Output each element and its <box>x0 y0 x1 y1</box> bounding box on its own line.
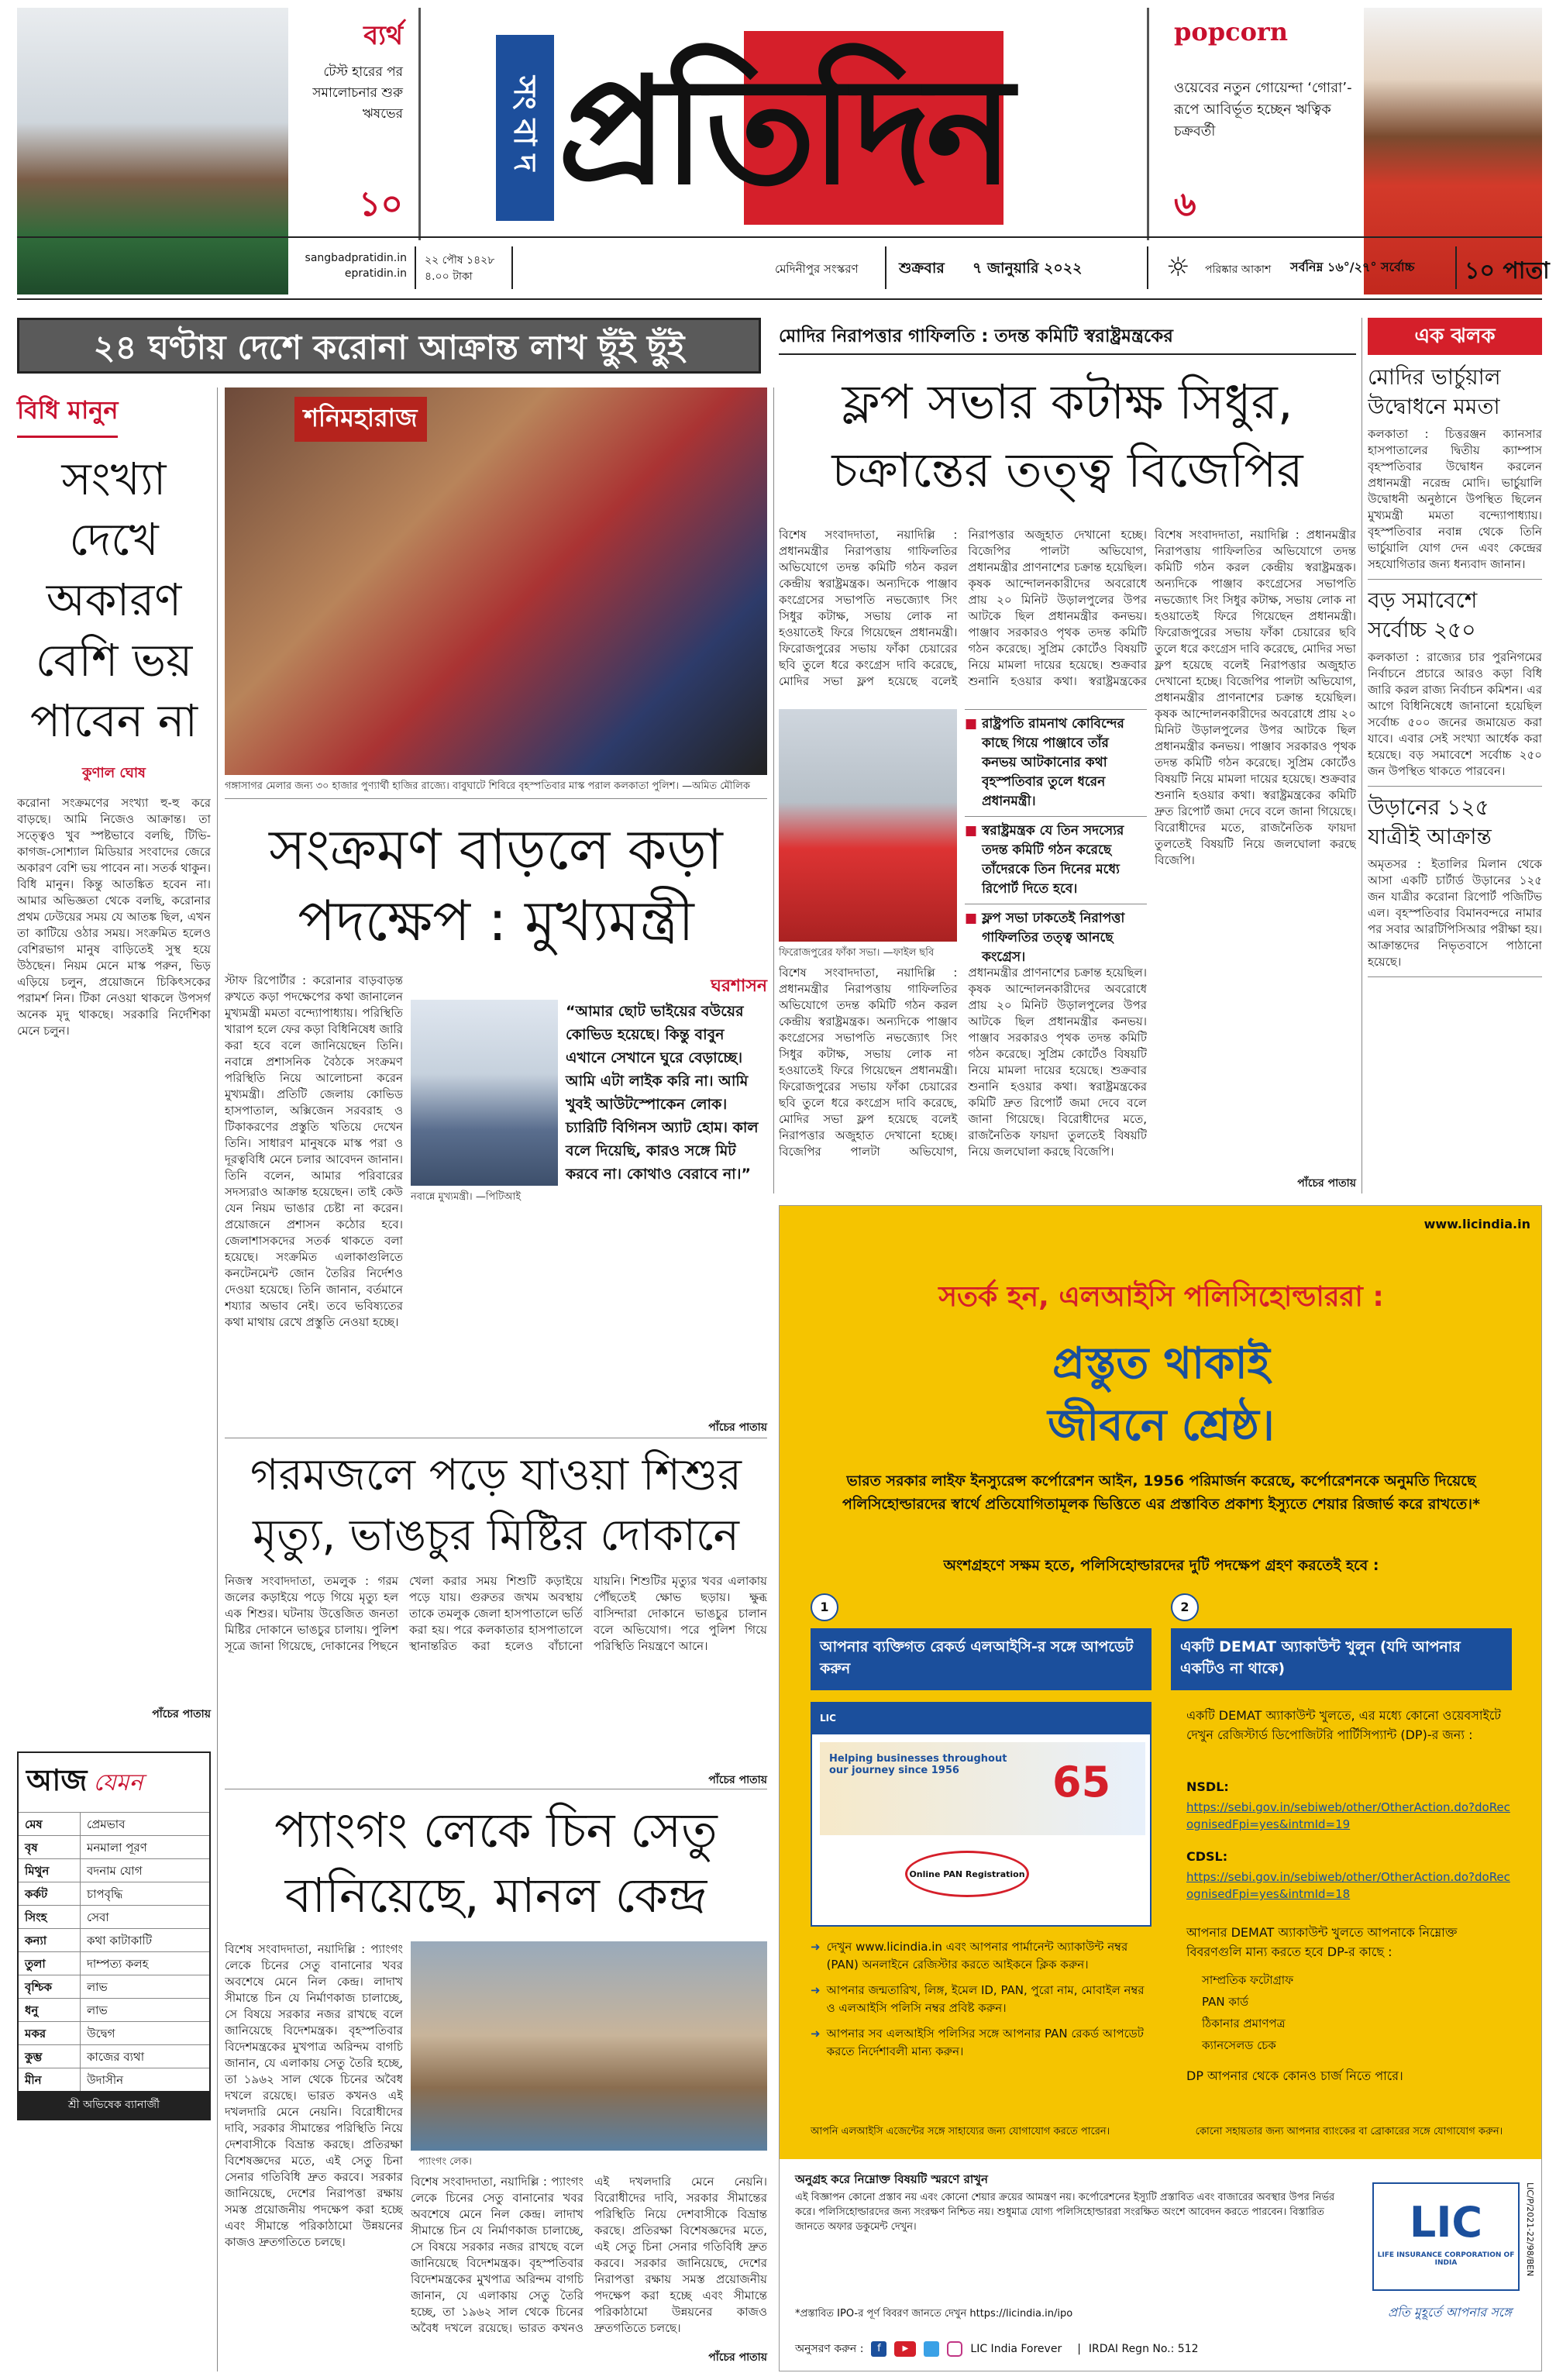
ek-jhalak-body: কলকাতা : রাজ্যের চার পুরনিগমের নির্বাচনে প্রচারে আরও কড়া বিধি জারি করল রাজ্য নির্বাচন কমিশন। এর আগে বিধিনিষেধে জানানো হয়েছিল সর্বোচ্চ ৫০০ জনের জমায়েত করা যাবে। এবার সেই সংখ্যা আর্ধেক করা হয়েছে। বড় সমাবেশে সর্বোচ্চ ২৫০ জন উপস্থিত থাকতে পারবেন। <box>1368 650 1542 778</box>
step1-item-text: আপনার সব এলআইসি পলিসির সঙ্গে আপনার PAN রেকর্ড আপডেট করতে নির্দেশাবলী মান্য করুন। <box>826 2027 1144 2058</box>
horoscope-box <box>17 1751 211 2120</box>
lead-photo[interactable] <box>779 709 957 942</box>
twitter-icon[interactable] <box>924 2341 939 2357</box>
lead-bullet-text: ফ্লপ সভা ঢাকতেই নিরাপত্তা গাফিলতির তত্ত্ব আনছে কংগ্রেস। <box>982 911 1125 965</box>
brand-small-box <box>496 35 554 221</box>
doc-item: সাম্প্রতিক ফটোগ্রাফ <box>1202 1973 1294 1987</box>
horoscope-sign: মেষ <box>19 1813 81 1835</box>
site-2[interactable]: epratidin.in <box>344 267 407 280</box>
lic-line2: প্রস্তুত থাকাই <box>1052 1338 1270 1389</box>
horoscope-title: আজ <box>26 1763 88 1797</box>
photo1-caption: গঙ্গাসাগর মেলার জন্য ৩০ হাজার পুণ্যার্থী হাজির রাজ্যে। বাবুঘাটে শিবিরে বৃহস্পতিবার মাস্ক পরাল কলকাতা পুলিশ। —অমিত মৌলিক <box>225 780 750 792</box>
step2-number: 2 <box>1171 1593 1199 1621</box>
lead-bullet <box>965 709 1147 816</box>
bullet-icon: ■ <box>965 716 978 732</box>
right-teaser-text: ওয়েবের নতুন গোয়েন্দা ‘গোরা’-রূপে আবির্ভূত হচ্ছেন ঋত্বিক চক্রবর্তী <box>1174 80 1352 139</box>
instagram-icon[interactable] <box>947 2341 962 2357</box>
horoscope-row <box>19 2044 209 2068</box>
horoscope-prediction: প্রেমভাব <box>87 1817 126 1831</box>
horoscope-row <box>19 1835 209 1858</box>
page-count: ১০ পাতা <box>1465 257 1550 284</box>
mock-banner-text: Helping businesses throughout our journey since 1956 <box>829 1753 1007 1776</box>
left-headline[interactable]: সংখ্যা দেখে অকারণ বেশি ভয় পাবেন না <box>29 453 198 747</box>
lead-bullet <box>965 904 1147 972</box>
horoscope-row <box>19 1975 209 1998</box>
cdsl-link[interactable]: https://sebi.gov.in/sebiweb/other/OtherAction.do?doRecognisedFpi=yes&intmId=18 <box>1186 1870 1510 1901</box>
horoscope-row <box>19 1928 209 1951</box>
ek-jhalak-title: এক ঝলক <box>1368 318 1542 355</box>
lic-ad[interactable] <box>779 1205 1542 2371</box>
right-teaser-page: ৬ <box>1174 184 1196 224</box>
horoscope-row <box>19 1951 209 1975</box>
lic-logo-box[interactable] <box>1372 2182 1520 2291</box>
story3-continued[interactable]: পাঁচের পাতায় <box>708 1774 767 1786</box>
mock-pan-tab-label: Online PAN Registration <box>909 1869 1025 1879</box>
step1-item <box>811 1982 1152 2017</box>
follow-bar: অনুসরণ করুন : f ▶ LIC India Forever | IRDAI Regn No.: 512 <box>795 2337 1523 2361</box>
disclaimer-title: অনুগ্রহ করে নিম্নোক্ত বিষয়টি স্মরণে রাখুন <box>795 2172 988 2186</box>
horoscope-prediction: উদাসীন <box>87 2073 124 2087</box>
site-1[interactable]: sangbadpratidin.in <box>305 252 407 264</box>
step1-number: 1 <box>811 1593 838 1621</box>
arrow-icon: ➜ <box>811 2027 821 2041</box>
photo-gangasagar[interactable] <box>225 387 767 775</box>
mock-banner-number: 65 <box>1052 1758 1111 1807</box>
horoscope-sign: সিংহ <box>19 1906 81 1928</box>
horoscope-row <box>19 2021 209 2044</box>
horoscope-sign: তুলা <box>19 1952 81 1975</box>
weather: পরিষ্কার আকাশ <box>1205 263 1272 276</box>
horoscope-sign: মীন <box>19 2068 81 2091</box>
social-handle: LIC India Forever <box>970 2343 1062 2355</box>
disclaimer-text: এই বিজ্ঞাপন কোনো প্রস্তাব নয় এবং কোনো শেয়ার ক্রয়ের আমন্ত্রণ নয়। কর্পোরেশনের ইস্যুটি প্রস্তাবিত এবং বাজারের অবস্থার উপর নির্ভর করে। পলিসিহোল্ডারদের জন্য সংরক্ষণ নিশ্চিত নয়। শুধুমাত্র যোগ্য পলিসিহোল্ডাররা সংরক্ষিত অংশে আবেদন করতে পারবেন। বিস্তারিত জানতে অফার ডকুমেন্ট দেখুন। <box>795 2192 1335 2233</box>
temperature: সর্বনিম্ন ১৬°/২৭° সর্বোচ্চ <box>1290 260 1415 274</box>
photo-sign: শনিমহারাজ <box>294 397 427 442</box>
horoscope-row <box>19 1882 209 1905</box>
lead-continued[interactable]: পাঁচের পাতায় <box>1297 1177 1356 1190</box>
left-teaser-text: টেস্ট হারের পর সমালোচনার শুরু ঋষভের <box>312 64 403 122</box>
lead-photo-caption: ফিরোজপুরের ফাঁকা সভা। —ফাইল ছবি <box>779 947 935 959</box>
lead-body-2: বিশেষ সংবাদদাতা, নয়াদিল্লি : প্রধানমন্ত্রীর নিরাপত্তায় গাফিলতির অভিযোগে তদন্ত কমিটি গঠন করল কেন্দ্রীয় স্বরাষ্ট্রমন্ত্রক। অন্যদিকে পাঞ্জাব কংগ্রেসের সভাপতি নভজ্যোৎ সিং সিধুর কটাক্ষ, সভায় লোক না হওয়াতেই ফিরে গিয়েছেন প্রধানমন্ত্রী। ফিরোজপুরের সভায় ফাঁকা চেয়ারের ছবি তুলে ধরে কংগ্রেস দাবি করেছে, মোদির সভা ফ্লপ হয়েছে বলেই নিরাপত্তার অজুহাত দেখানো হচ্ছে। বিজেপির পালটা অভিযোগ, প্রধানমন্ত্রীর প্রাণনাশের চক্রান্ত হয়েছিল। কৃষক আন্দোলনকারীদের অবরোধে প্রায় ২০ মিনিট উড়ালপুলের উপর আটকে ছিল প্রধানমন্ত্রীর কনভয়। পাঞ্জাব সরকারও পৃথক তদন্ত কমিটি গঠন করেছে। সুপ্রিম কোর্টেও বিষয়টি নিয়ে মামলা দায়ের হয়েছে। শুক্রবার শুনানি হওয়ার কথা। স্বরাষ্ট্রমন্ত্রকের কমিটি দ্রুত রিপোর্ট জমা দেবে বলে জানা গিয়েছে। বিরোধীদের মতে, রাজনৈতিক ফায়দা তুলতেই বিষয়টি নিয়ে জলঘোলা করছে বিজেপি। <box>779 966 1147 1159</box>
lic-url[interactable]: www.licindia.in <box>1423 1217 1530 1231</box>
lic-name: LIFE INSURANCE CORPORATION OF INDIA <box>1377 2251 1515 2267</box>
horoscope-prediction: চাপবৃদ্ধি <box>87 1887 123 1901</box>
ek-jhalak-body: অমৃতসর : ইতালির মিলান থেকে আসা একটি চার্টার্ড উড়ানের ১২৫ জন যাত্রীর করোনা রিপোর্ট পজিটিভ এল। বৃহস্পতিবার বিমানবন্দরে নামার পর সবার আরটিপিসিআর পরীক্ষা হয়। আক্রান্তদের নিভৃতবাসে পাঠানো হয়েছে। <box>1368 857 1542 969</box>
popcorn-logo[interactable]: popcorn <box>1174 17 1289 46</box>
step1-item-text: দেখুন www.licindia.in এবং আপনার পার্মানেন্ট অ্যাকাউন্ট নম্বর (PAN) অনলাইনে রেজিস্টার করতে আইকনে ক্লিক করুন। <box>826 1940 1128 1972</box>
left-teaser-title[interactable]: ব্যর্থ <box>363 20 403 51</box>
lic-para1: ভারত সরকার লাইফ ইনস্যুরেন্স কর্পোরেশন আইন, 1956 পরিমার্জন করেছে, কর্পোরেশনকে অনুমতি দিয়েছে পলিসিহোল্ডারদের স্বার্থে প্রতিযোগিতামূলক ভিত্তিতে এর প্রস্তাবিত প্রকাশ্য ইস্যুতে শেয়ার রিজার্ভ করে রাখতে।* <box>842 1472 1481 1513</box>
nsdl-label: NSDL: <box>1186 1779 1229 1794</box>
story2-section: ঘরশাসন <box>711 976 767 996</box>
horoscope-sign: মকর <box>19 2022 81 2044</box>
lead-headline[interactable]: ফ্লপ সভার কটাক্ষ সিধুর, চক্রান্তের তত্ত্ব বিজেপির <box>831 374 1303 498</box>
horoscope-prediction: দাম্পত্য কলহ <box>87 1957 149 1971</box>
lic-para2: অংশগ্রহণে সক্ষম হতে, পলিসিহোল্ডারদের দুটি পদক্ষেপ গ্রহণ করতেই হবে : <box>943 1557 1379 1574</box>
doc-item: ক্যানসেলড চেক <box>1202 2038 1276 2052</box>
horoscope-prediction: কথা কাটাকাটি <box>87 1934 153 1948</box>
edition: মেদিনীপুর সংস্করণ <box>775 262 859 276</box>
lead-bullets <box>965 709 1147 972</box>
horoscope-byline: শ্রী অভিষেক ব্যানার্জী <box>19 2091 209 2119</box>
horoscope-sign: কন্যা <box>19 1929 81 1951</box>
step1-note: আপনি এলআইসি এজেন্টের সঙ্গে সাহায্যের জন্য যোগাযোগ করতে পারেন। <box>811 2126 1110 2137</box>
lic-line3: জীবনে শ্রেষ্ঠ। <box>1048 1400 1275 1451</box>
horoscope-prediction: লাভ <box>87 1980 108 1994</box>
story4-caption: প্যাংগং লেক। <box>418 2156 472 2168</box>
horoscope-prediction: কাজের ব্যথা <box>87 2050 145 2064</box>
story2-headline[interactable]: সংক্রমণ বাড়লে কড়া পদক্ষেপ : মুখ্যমন্ত্রী <box>269 817 723 953</box>
story4-headline[interactable]: প্যাংগং লেকে চিন সেতু বানিয়েছে, মানল কেন্দ্র <box>274 1802 718 1924</box>
lead-kicker[interactable]: মোদির নিরাপত্তার গাফিলতি : তদন্ত কমিটি স্বরাষ্ট্রমন্ত্রকের <box>779 318 1356 355</box>
ek-jhalak-head: মোদির ভার্চুয়াল উদ্বোধনে মমতা <box>1368 364 1501 419</box>
step1-list <box>811 1938 1152 2068</box>
horoscope-sign: কুম্ভ <box>19 2045 81 2068</box>
side-code: LIC/P/2021-22/98/BEN <box>1525 2182 1535 2277</box>
horoscope-prediction: বদনাম যোগ <box>87 1864 143 1878</box>
ek-jhalak-item[interactable] <box>1368 586 1542 787</box>
ek-jhalak-item[interactable] <box>1368 363 1542 580</box>
lead-bullet <box>965 816 1147 904</box>
ek-jhalak-list <box>1368 363 1542 1192</box>
banner-headline[interactable]: ২৪ ঘণ্টায় দেশে করোনা আক্রান্ত লাখ ছুঁই ছুঁই <box>17 318 761 374</box>
story2-quote: “আমার ছোট ভাইয়ের বউয়ের কোভিড হয়েছে। কিন্তু বাবুন এখানে সেখানে ঘুরে বেড়াচ্ছে। আমি এটা লাইক করি না। আমি খুবই আউটস্পোকেন লোক। চ্যারিটি বিগিনস অ্যাট হোম। কাল বলে দিয়েছি, কারও সঙ্গে মিট করবে না। কোথাও বেরাবে না।” <box>566 1003 759 1183</box>
story2-photo[interactable] <box>411 1000 558 1186</box>
horoscope-sign: ধনু <box>19 1999 81 2021</box>
doc-item: ঠিকানার প্রমাণপত্র <box>1202 2017 1286 2030</box>
step1-item <box>811 1938 1152 1974</box>
bullet-icon: ■ <box>965 823 978 839</box>
arrow-icon: ➜ <box>811 1940 821 1954</box>
horoscope-row <box>19 1905 209 1928</box>
lic-tagline: প্রতি মুহূর্তে আপনার সঙ্গে <box>1388 2305 1512 2320</box>
nsdl-link[interactable]: https://sebi.gov.in/sebiweb/other/OtherAction.do?doRecognisedFpi=yes&intmId=19 <box>1186 1800 1510 1831</box>
story4-body-2: বিশেষ সংবাদদাতা, নয়াদিল্লি : প্যাংগং লেকে চিনের সেতু বানানোর খবর অবশেষে মেনে নিল কেন্দ্র। লাদাখ সীমান্তে চিন যে নির্মাণকাজ চালাচ্ছে, সে বিষয়ে সরকার নজর রাখছে বলে জানিয়েছে বিদেশমন্ত্রক। বৃহস্পতিবার বিদেশমন্ত্রকের মুখপাত্র অরিন্দম বাগচি জানান, যে এলাকায় সেতু তৈরি হচ্ছে, তা ১৯৬২ সাল থেকে চিনের অবৈধ দখলে রয়েছে। ভারত কখনও এই দখলদারি মেনে নেয়নি। বিরোধীদের দাবি, সরকার সীমান্তের পরিস্থিতি নিয়ে দেশবাসীকে বিভ্রান্ত করছে। প্রতিরক্ষা বিশেষজ্ঞদের মতে, এই সেতু চিনা সেনার গতিবিধি দ্রুত করবে। সরকার জানিয়েছে, দেশের নিরাপত্তা রক্ষায় সমস্ত প্রয়োজনীয় পদক্ষেপ করা হচ্ছে এবং সীমান্তে পরিকাঠামো উন্নয়নের কাজও দ্রুতগতিতে চলছে। <box>411 2175 767 2335</box>
disclaimer-footnote: *প্রস্তাবিত IPO-র পূর্ণ বিবরণ জানতে দেখুন https://licindia.in/ipo <box>795 2308 1073 2320</box>
horoscope-sign: বৃষ <box>19 1836 81 1858</box>
horoscope-sign: বৃশ্চিক <box>19 1975 81 1998</box>
story4-photo[interactable] <box>411 1941 767 2151</box>
step1-title: আপনার ব্যক্তিগত রেকর্ড এলআইসি-র সঙ্গে আপডেট করুন <box>811 1628 1152 1690</box>
story2-continued[interactable]: পাঁচের পাতায় <box>708 1421 767 1434</box>
day: শুক্রবার <box>899 260 945 277</box>
left-author: কুণাল ঘোষ <box>82 765 146 781</box>
docs-list <box>1202 1969 1512 2056</box>
ek-jhalak-body: কলকাতা : চিত্তরঞ্জন ক্যানসার হাসপাতালের দ্বিতীয় ক্যাম্পাস বৃহস্পতিবার উদ্বোধন করলেন প্রধানমন্ত্রী নরেন্দ্র মোদি। ভার্চুয়ালি উদ্বোধনী অনুষ্ঠানে উপস্থিত ছিলেন মুখ্যমন্ত্রী মমতা বন্দ্যোপাধ্যায়। বৃহস্পতিবার নবান্ন থেকে তিনি ভার্চুয়ালি যোগ দেন এবং কেন্দ্রের সহযোগিতার জন্য ধন্যবাদ জানান। <box>1368 427 1542 571</box>
irdai: IRDAI Regn No.: 512 <box>1088 2343 1199 2355</box>
horoscope-sign: কর্কট <box>19 1882 81 1905</box>
mock-header <box>812 1703 1150 1734</box>
horoscope-row <box>19 2068 209 2091</box>
horoscope-sign: মিথুন <box>19 1859 81 1882</box>
left-continued[interactable]: পাঁচের পাতায় <box>152 1708 211 1720</box>
horoscope-row <box>19 1812 209 1835</box>
lic-logo: LIC <box>1409 2198 1483 2247</box>
horoscope-prediction: লাভ <box>87 2003 108 2017</box>
step2-title: একটি DEMAT অ্যাকাউন্ট খুলুন (যদি আপনার একটিও না থাকে) <box>1171 1628 1512 1690</box>
step2-note: কোনো সহায়তার জন্য আপনার ব্যাংকের বা ব্রোকারের সঙ্গে যোগাযোগ করুন। <box>1195 2126 1503 2137</box>
horoscope-title2: যেমন <box>93 1769 143 1796</box>
lic-site-mock[interactable] <box>811 1702 1152 1927</box>
left-tag: বিধি মানুন <box>17 387 118 438</box>
horoscope-prediction: উদ্বেগ <box>87 2027 115 2041</box>
horoscope-list <box>19 1812 209 2091</box>
lead-bullet-text: স্বরাষ্ট্রমন্ত্রক যে তিন সদস্যের তদন্ত কমিটি গঠন করেছে তাঁদেরকে তিন দিনের মধ্যে রিপোর্ট দিতে হবে। <box>982 823 1124 897</box>
date: ৭ জানুয়ারি ২০২২ <box>972 260 1083 277</box>
mock-banner <box>820 1742 1145 1835</box>
story3-headline[interactable]: গরমজলে পড়ে যাওয়া শিশুর মৃত্যু, ভাঙচুর মিষ্টির দোকানে <box>250 1450 742 1561</box>
step1-item <box>811 2025 1152 2061</box>
price: ৪.০০ টাকা <box>425 270 473 283</box>
step2-item1: একটি DEMAT অ্যাকাউন্ট খুলতে, এর মধ্যে কোনো ওয়েবসাইটে দেখুন রেজিস্টার্ড ডিপোজিটরি পার্টিসিপ্যান্ট (DP)-র জন্য : <box>1186 1708 1501 1742</box>
ek-jhalak-head: উড়ানের ১২৫ যাত্রীই আক্রান্ত <box>1368 794 1492 849</box>
brand-logo[interactable]: প্রতিদিন <box>558 46 1010 217</box>
step2-item2: আপনার DEMAT অ্যাকাউন্ট খুলতে আপনাকে নিম্নোক্ত বিবরণগুলি মান্য করতে হবে DP-র কাছে : <box>1186 1925 1458 1959</box>
mock-pan-tab[interactable] <box>905 1851 1029 1897</box>
ek-jhalak-head: বড় সমাবেশে সর্বোচ্চ ২৫০ <box>1368 587 1478 642</box>
arrow-icon: ➜ <box>811 1983 821 1997</box>
lead-bullet-text: রাষ্ট্রপতি রামনাথ কোবিন্দের কাছে গিয়ে পাঞ্জাবে তাঁর কনভয় আটকানোর কথা বৃহস্পতিবার তুলে ধরেন প্রধানমন্ত্রী। <box>982 716 1124 809</box>
horoscope-row <box>19 1858 209 1882</box>
horoscope-prediction: মনমালা পূরণ <box>87 1841 147 1855</box>
left-teaser-page: ১০ <box>358 184 403 224</box>
left-teaser-photo[interactable] <box>17 8 288 294</box>
masthead <box>0 0 1556 306</box>
date-bengali: ২২ পৌষ ১৪২৮ <box>425 254 495 267</box>
story3-body: নিজস্ব সংবাদদাতা, তমলুক : গরম জলের কড়াইয়ে পড়ে গিয়ে মৃত্যু হল এক শিশুর। ঘটনায় উত্তেজিত জনতা মিষ্টির দোকানে ভাঙচুর চালায়। পুলিশ সূত্রে জানা গিয়েছে, দোকানের পিছনে খেলা করার সময় শিশুটি কড়াইয়ে পড়ে যায়। গুরুতর জখম অবস্থায় তাকে তমলুক জেলা হাসপাতালে ভর্তি করা হয়। পরে কলকাতার হাসপাতালে স্থানান্তরিত করা হলেও বাঁচানো যায়নি। শিশুটির মৃত্যুর খবর এলাকায় পৌঁছতেই ক্ষোভ ছড়ায়। ক্ষুব্ধ বাসিন্দারা দোকানে ভাঙচুর চালান বলে অভিযোগ। পরে পুলিশ গিয়ে পরিস্থিতি নিয়ন্ত্রণে আনে। <box>225 1574 767 1653</box>
follow-label: অনুসরণ করুন : <box>795 2343 864 2355</box>
lead-body-3: বিশেষ সংবাদদাতা, নয়াদিল্লি : প্রধানমন্ত্রীর নিরাপত্তায় গাফিলতির অভিযোগে তদন্ত কমিটি গঠন করল কেন্দ্রীয় স্বরাষ্ট্রমন্ত্রক। অন্যদিকে পাঞ্জাব কংগ্রেসের সভাপতি নভজ্যোৎ সিং সিধুর কটাক্ষ, সভায় লোক না হওয়াতেই ফিরে গিয়েছেন প্রধানমন্ত্রী। ফিরোজপুরের সভায় ফাঁকা চেয়ারের ছবি তুলে ধরে কংগ্রেস দাবি করেছে, মোদির সভা ফ্লপ হয়েছে বলেই নিরাপত্তার অজুহাত দেখানো হচ্ছে। বিজেপির পালটা অভিযোগ, প্রধানমন্ত্রীর প্রাণনাশের চক্রান্ত হয়েছিল। কৃষক আন্দোলনকারীদের অবরোধে প্রায় ২০ মিনিট উড়ালপুলের উপর আটকে ছিল প্রধানমন্ত্রীর কনভয়। পাঞ্জাব সরকারও পৃথক তদন্ত কমিটি গঠন করেছে। সুপ্রিম কোর্টেও বিষয়টি নিয়ে মামলা দায়ের হয়েছে। শুক্রবার শুনানি হওয়ার কথা। স্বরাষ্ট্রমন্ত্রকের কমিটি দ্রুত রিপোর্ট জমা দেবে বলে জানা গিয়েছে। বিরোধীদের মতে, রাজনৈতিক ফায়দা তুলতেই বিষয়টি নিয়ে জলঘোলা করছে বিজেপি। <box>1155 528 1356 867</box>
brand-small: সংবাদ <box>507 75 542 181</box>
left-column <box>17 387 211 2371</box>
facebook-icon[interactable]: f <box>871 2341 886 2357</box>
horoscope-prediction: সেবা <box>87 1910 109 1924</box>
step2-item3: DP আপনার থেকে কোনও চার্জ নিতে পারে। <box>1186 2068 1403 2083</box>
horoscope-row <box>19 1998 209 2021</box>
story4-continued[interactable]: পাঁচের পাতায় <box>708 2351 767 2364</box>
ek-jhalak-item[interactable] <box>1368 793 1542 977</box>
story2-photo-caption: নবান্নে মুখ্যমন্ত্রী। —পিটিআই <box>411 1191 522 1203</box>
left-body: করোনা সংক্রমণের সংখ্যা হু-হু করে বাড়ছে। আমি নিজেও আক্রান্ত। তা সত্ত্বেও খুব স্পষ্টভাবে বলছি, টিভি-কাগজ-সোশ্যাল মিডিয়ার সংবাদের জেরে অকারণ বেশি ভয় পাবেন না। সতর্ক থাকুন। বিধি মানুন। কিন্তু আতঙ্কিত হবেন না। আমার অভিজ্ঞতা থেকে বলছি, করোনার প্রথম ঢেউয়ের সময় যে আতঙ্ক ছিল, এখন তা কাটিয়ে ওঠার সময়। সংক্রমিত হলেও বেশিরভাগ মানুষ বাড়িতেই সুস্থ হয়ে উঠছেন। নিয়ম মেনে মাস্ক পরুন, ভিড় এড়িয়ে চলুন, প্রয়োজনে চিকিৎসকের পরামর্শ নিন। টিকা নেওয়া থাকলে উপসর্গ অনেক মৃদু থাকছে। সরকারি নির্দেশিকা মেনে চলুন। <box>17 796 211 1038</box>
doc-item: PAN কার্ড <box>1202 1995 1249 2009</box>
step1-item-text: আপনার জন্মতারিখ, লিঙ্গ, ইমেল ID, PAN, পুরো নাম, মোবাইল নম্বর ও এলআইসি পলিসি নম্বর প্রবিষ্ট করুন। <box>826 1983 1145 2015</box>
sun-icon: ☼ <box>1166 252 1190 283</box>
lic-line1: সতর্ক হন, এলআইসি পলিসিহোল্ডাররা : <box>938 1281 1384 1313</box>
cdsl-label: CDSL: <box>1186 1849 1228 1864</box>
story4-body: বিশেষ সংবাদদাতা, নয়াদিল্লি : প্যাংগং লেকে চিনের সেতু বানানোর খবর অবশেষে মেনে নিল কেন্দ্র। লাদাখ সীমান্তে চিন যে নির্মাণকাজ চালাচ্ছে, সে বিষয়ে সরকার নজর রাখছে বলে জানিয়েছে বিদেশমন্ত্রক। বৃহস্পতিবার বিদেশমন্ত্রকের মুখপাত্র অরিন্দম বাগচি জানান, যে এলাকায় সেতু তৈরি হচ্ছে, তা ১৯৬২ সাল থেকে চিনের অবৈধ দখলে রয়েছে। ভারত কখনও এই দখলদারি মেনে নেয়নি। বিরোধীদের দাবি, সরকার সীমান্তের পরিস্থিতি নিয়ে দেশবাসীকে বিভ্রান্ত করছে। প্রতিরক্ষা বিশেষজ্ঞদের মতে, এই সেতু চিনা সেনার গতিবিধি দ্রুত করবে। সরকার জানিয়েছে, দেশের নিরাপত্তা রক্ষায় সমস্ত প্রয়োজনীয় পদক্ষেপ করা হচ্ছে এবং সীমান্তে পরিকাঠামো উন্নয়নের কাজও দ্রুতগতিতে চলছে। <box>225 1942 403 2249</box>
bullet-icon: ■ <box>965 911 978 926</box>
lic-mock-logo: LIC <box>820 1713 836 1724</box>
lead-body: বিশেষ সংবাদদাতা, নয়াদিল্লি : প্রধানমন্ত্রীর নিরাপত্তায় গাফিলতির অভিযোগে তদন্ত কমিটি গঠন করল কেন্দ্রীয় স্বরাষ্ট্রমন্ত্রক। অন্যদিকে পাঞ্জাব কংগ্রেসের সভাপতি নভজ্যোৎ সিং সিধুর কটাক্ষ, সভায় লোক না হওয়াতেই ফিরে গিয়েছেন প্রধানমন্ত্রী। ফিরোজপুরের সভায় ফাঁকা চেয়ারের ছবি তুলে ধরে কংগ্রেস দাবি করেছে, মোদির সভা ফ্লপ হয়েছে বলেই নিরাপত্তার অজুহাত দেখানো হচ্ছে। বিজেপির পালটা অভিযোগ, প্রধানমন্ত্রীর প্রাণনাশের চক্রান্ত হয়েছিল। কৃষক আন্দোলনকারীদের অবরোধে প্রায় ২০ মিনিট উড়ালপুলের উপর আটকে ছিল প্রধানমন্ত্রীর কনভয়। পাঞ্জাব সরকারও পৃথক তদন্ত কমিটি গঠন করেছে। সুপ্রিম কোর্টেও বিষয়টি নিয়ে মামলা দায়ের হয়েছে। শুক্রবার শুনানি হওয়ার কথা। স্বরাষ্ট্রমন্ত্রকের <box>779 528 1147 688</box>
youtube-icon[interactable]: ▶ <box>894 2341 916 2357</box>
story2-body: স্টাফ রিপোর্টার : করোনার বাড়বাড়ন্ত রুখতে কড়া পদক্ষেপের কথা জানালেন মুখ্যমন্ত্রী মমতা বন্দ্যোপাধ্যায়। পরিস্থিতি খারাপ হলে ফের কড়া বিধিনিষেধ জারি করা হবে বলে জানিয়েছেন তিনি। নবান্নে প্রশাসনিক বৈঠকে সংক্রমণ পরিস্থিতি নিয়ে আলোচনা করেন মুখ্যমন্ত্রী। প্রতিটি জেলায় কোভিড হাসপাতাল, অক্সিজেন সরবরাহ ও টিকাকরণের প্রস্তুতি খতিয়ে দেখেন তিনি। সাধারণ মানুষকে মাস্ক পরা ও দূরত্ববিধি মেনে চলার আবেদন জানান। তিনি বলেন, আমার পরিবারের সদস্যরাও আক্রান্ত হয়েছেন। তাই কেউ যেন নিয়ম ভাঙার চেষ্টা না করেন। প্রয়োজনে প্রশাসন কঠোর হবে। জেলাশাসকদের সতর্ক থাকতে বলা হয়েছে। সংক্রমিত এলাকাগুলিতে কনটেনমেন্ট জোন তৈরির নির্দেশও দেওয়া হয়েছে। তিনি জানান, বর্তমানে শয্যার অভাব নেই। তবে ভবিষ্যতের কথা মাথায় রেখে প্রস্তুতি নেওয়া হচ্ছে। <box>225 973 403 1329</box>
